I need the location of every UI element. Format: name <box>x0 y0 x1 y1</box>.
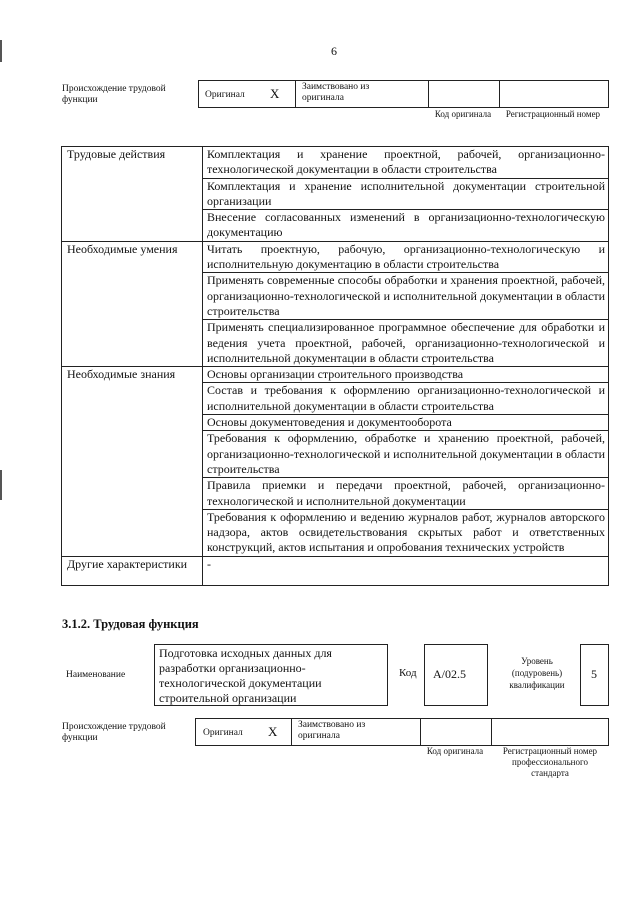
origin-reg-caption: Регистрационный номер <box>505 109 601 119</box>
scan-mark <box>0 40 2 62</box>
origin-borrowed-text: Заимствовано из оригинала <box>302 82 370 103</box>
origin-mark: X <box>268 724 278 739</box>
table-cell: Читать проектную, рабочую, организационно-технологическую и исполнительную документацию в области строительства <box>203 241 609 273</box>
table-cell: Внесение согласованных изменений в организационно-технологическую документацию <box>203 210 609 242</box>
name-value-cell <box>154 644 388 706</box>
origin-code-cell <box>420 718 492 746</box>
origin-reg-caption: Регистрационный номер профессионального стандарта <box>502 746 598 778</box>
origin-original-text: Оригинал <box>203 728 243 738</box>
origin-reg-cell <box>491 718 609 746</box>
origin-original-text: Оригинал <box>205 90 245 100</box>
table-cell: Применять современные способы обработки и хранения проектной, рабочей, организационно-технологической и исполнительной документации в области строительства <box>203 273 609 320</box>
origin-borrowed-cell <box>295 80 429 108</box>
scan-mark <box>0 470 2 500</box>
level-label: Уровень (подуровень) квалификации <box>509 656 565 690</box>
table-cell: - <box>203 556 609 585</box>
table-row <box>62 367 609 383</box>
origin-code-caption: Код оригинала <box>426 746 484 756</box>
origin-label: Происхождение трудовой функции <box>62 722 166 743</box>
origin-reg-cell <box>499 80 609 108</box>
table-cell: Комплектация и хранение исполнительной документации строительной организации <box>203 178 609 210</box>
origin-label: Происхождение трудовой функции <box>62 84 166 105</box>
row-label: Другие характеристики <box>62 556 203 585</box>
origin-borrowed-cell <box>291 718 421 746</box>
table-cell: Основы документоведения и документооборота <box>203 415 609 431</box>
origin-code-caption: Код оригинала <box>434 109 492 119</box>
origin-original-cell <box>195 718 292 746</box>
table-row <box>62 241 609 273</box>
name-value: Подготовка исходных данных для разработки организационно-технологической документации строительной организации <box>159 646 332 705</box>
table-cell: Состав и требования к оформлению организационно-технологической и исполнительной документации в области строительства <box>203 383 609 415</box>
table-cell: Правила приемки и передачи проектной, рабочей, организационно-технологической и исполнительной документации <box>203 478 609 510</box>
level-value: 5 <box>591 667 597 681</box>
row-label: Необходимые знания <box>62 367 203 557</box>
code-value-cell <box>424 644 488 706</box>
origin-borrowed-text: Заимствовано из оригинала <box>298 720 366 741</box>
table-cell: Комплектация и хранение проектной, рабочей, организационно-технологической документации в области строительства <box>203 147 609 179</box>
page-number: 6 <box>331 44 337 58</box>
row-label: Трудовые действия <box>62 147 203 242</box>
function-details-table <box>61 146 609 586</box>
table-cell: Требования к оформлению и ведению журналов работ, журналов авторского надзора, актов освидетельствования скрытых работ и ответственных конструкций, актов испытания и опробования технических устройств <box>203 509 609 556</box>
name-label: Наименование <box>66 670 126 680</box>
section-heading: 3.1.2. Трудовая функция <box>62 617 199 631</box>
row-label: Необходимые умения <box>62 241 203 366</box>
code-label: Код <box>399 667 417 679</box>
origin-code-cell <box>428 80 500 108</box>
table-row <box>62 556 609 585</box>
table-cell: Применять специализированное программное обеспечение для обработки и ведения учета проектной, рабочей, организационно-технологической и исполнительной документации в области строительства <box>203 320 609 367</box>
table-row <box>62 147 609 179</box>
table-cell: Требования к оформлению, обработке и хранению проектной, рабочей, организационно-технологической и исполнительной документации в области строительства <box>203 431 609 478</box>
table-cell: Основы организации строительного производства <box>203 367 609 383</box>
origin-original-cell <box>198 80 296 108</box>
origin-mark: X <box>270 86 280 101</box>
code-value: А/02.5 <box>433 667 466 681</box>
level-value-cell <box>580 644 609 706</box>
